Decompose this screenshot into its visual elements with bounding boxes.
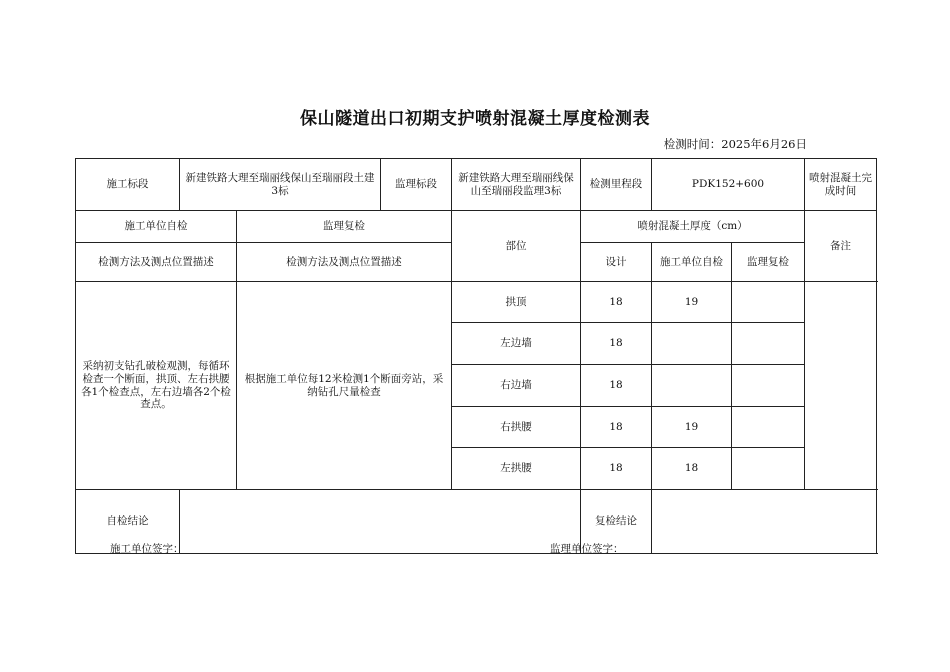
design-cell: 18 (581, 407, 652, 448)
mileage-label: 检测里程段 (581, 159, 652, 211)
recheck-conclusion-field (652, 490, 877, 554)
supervision-description: 根据施工单位每12米检测1个断面旁站，采纳钻孔尺量检查 (237, 282, 452, 490)
self-check-cell (652, 323, 732, 365)
conclusion-row (76, 490, 877, 554)
position-header: 部位 (452, 211, 581, 282)
supervision-label: 监理标段 (381, 159, 452, 211)
position-cell: 左拱腰 (452, 448, 581, 490)
supervision-method-header: 检测方法及测点位置描述 (237, 243, 452, 282)
column-header-row-1 (76, 211, 877, 243)
design-cell: 18 (581, 282, 652, 323)
remarks-cell (805, 282, 877, 490)
supervision-value: 新建铁路大理至瑞丽线保山至瑞丽段监理3标 (452, 159, 581, 211)
thickness-group-header: 喷射混凝土厚度（cm） (581, 211, 805, 243)
remarks-header: 备注 (805, 211, 877, 282)
completion-label: 喷射混凝土完成时间 (805, 159, 877, 211)
inspection-table (75, 158, 877, 554)
contractor-signature-label: 施工单位签字： (110, 543, 184, 555)
page-title: 保山隧道出口初期支护喷射混凝土厚度检测表 (300, 109, 650, 129)
supervisor-check-cell (732, 323, 805, 365)
self-check-cell: 19 (652, 282, 732, 323)
section-label: 施工标段 (76, 159, 180, 211)
supervisor-check-cell (732, 365, 805, 407)
self-check-cell: 18 (652, 448, 732, 490)
self-conclusion-label: 自检结论 (76, 490, 180, 554)
position-cell: 右边墙 (452, 365, 581, 407)
inspection-date: 检测时间：2025年6月26日 (663, 137, 807, 151)
supervisor-check-cell (732, 407, 805, 448)
self-conclusion-field (180, 490, 581, 554)
design-cell: 18 (581, 323, 652, 365)
supervisor-signature-label: 监理单位签字： (550, 543, 624, 555)
self-method-header: 检测方法及测点位置描述 (76, 243, 237, 282)
position-cell: 右拱腰 (452, 407, 581, 448)
supervisor-check-header: 监理复检 (732, 243, 805, 282)
supervisor-check-cell (732, 282, 805, 323)
supervision-recheck-header: 监理复检 (237, 211, 452, 243)
design-cell: 18 (581, 448, 652, 490)
design-cell: 18 (581, 365, 652, 407)
contractor-check-header: 施工单位自检 (652, 243, 732, 282)
self-check-description: 采纳初支钻孔破检观测，每循环检查一个断面，拱顶、左右拱腰各1个检查点，左右边墙各2个检查点。 (76, 282, 237, 490)
self-check-cell (652, 365, 732, 407)
table-row (76, 282, 877, 323)
self-check-header: 施工单位自检 (76, 211, 237, 243)
supervisor-check-cell (732, 448, 805, 490)
design-header: 设计 (581, 243, 652, 282)
section-value: 新建铁路大理至瑞丽线保山至瑞丽段土建3标 (180, 159, 381, 211)
position-cell: 拱顶 (452, 282, 581, 323)
position-cell: 左边墙 (452, 323, 581, 365)
header-row (76, 159, 877, 211)
self-check-cell: 19 (652, 407, 732, 448)
mileage-value: PDK152+600 (652, 159, 805, 211)
recheck-conclusion-label: 复检结论 (581, 490, 652, 554)
